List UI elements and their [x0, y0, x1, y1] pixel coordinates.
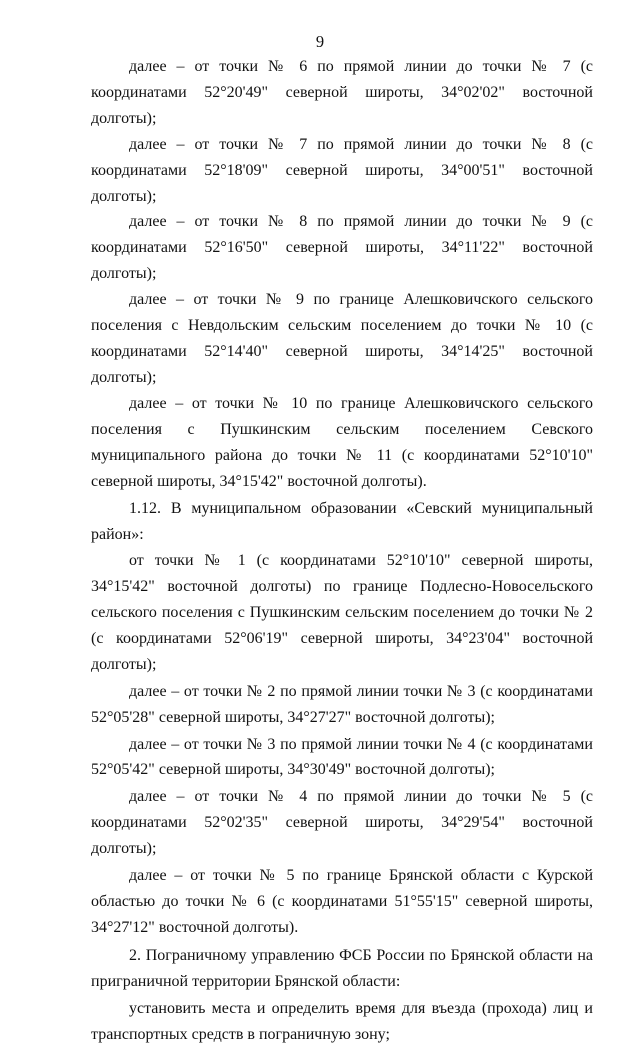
paragraph-point-5-to-6: далее – от точки № 5 по границе Брянской области с Курской областью до точки № 6 (с координатами 51°55'15" северной широты, 34°27'12" восточной долготы). — [91, 867, 593, 936]
paragraph-point-10-to-11: далее – от точки № 10 по границе Алешковичского сельского поселения с Пушкинским сельским поселением Севского муниципального района до точки № 11 (с координатами 52°10'10" северной широты, 34°15'42" восточной долготы). — [91, 394, 593, 490]
paragraph-point-8-to-9: далее – от точки № 8 по прямой линии до точки № 9 (с координатами 52°16'50" северной широты, 34°11'22" восточной долготы); — [91, 213, 593, 283]
document-body — [91, 54, 593, 1047]
paragraph-point-3-to-4: далее – от точки № 3 по прямой линии точки № 4 (с координатами 52°05'42" северной широты, 34°30'49" восточной долготы); — [91, 735, 593, 779]
paragraph-entry-points: установить места и определить время для въезда (прохода) лиц и транспортных средств в пограничную зону; — [91, 999, 593, 1043]
section-heading-1-12: 1.12. В муниципальном образовании «Севский муниципальный район»: — [91, 500, 593, 544]
section-heading-2: 2. Пограничному управлению ФСБ России по Брянской области на приграничной территории Брянской области: — [91, 946, 593, 990]
paragraph-point-6-to-7: далее – от точки № 6 по прямой линии до точки № 7 (с координатами 52°20'49" северной широты, 34°02'02" восточной долготы); — [91, 58, 593, 127]
paragraph-point-9-to-10: далее – от точки № 9 по границе Алешковичского сельского поселения с Невдольским сельским поселением до точки № 10 (с координатами 52°14'40" северной широты, 34°14'25" восточной долготы); — [91, 291, 593, 386]
page-number: 9 — [315, 32, 325, 51]
paragraph-point-7-to-8: далее – от точки № 7 по прямой линии до точки № 8 (с координатами 52°18'09" северной широты, 34°00'51" восточной долготы); — [91, 135, 593, 205]
paragraph-point-1-to-2: от точки № 1 (с координатами 52°10'10" северной широты, 34°15'42" восточной долготы) по границе Подлесно-Новосельского сельского поселения с Пушкинским сельским поселением до точки № 2 (с координатами 52°06'19" северной широты, 34°23'04" восточной долготы); — [91, 552, 593, 673]
paragraph-point-4-to-5: далее – от точки № 4 по прямой линии до точки № 5 (с координатами 52°02'35" северной широты, 34°29'54" восточной долготы); — [91, 788, 593, 858]
paragraph-point-2-to-3: далее – от точки № 2 по прямой линии точки № 3 (с координатами 52°05'28" северной широты, 34°27'27" восточной долготы); — [91, 682, 593, 726]
